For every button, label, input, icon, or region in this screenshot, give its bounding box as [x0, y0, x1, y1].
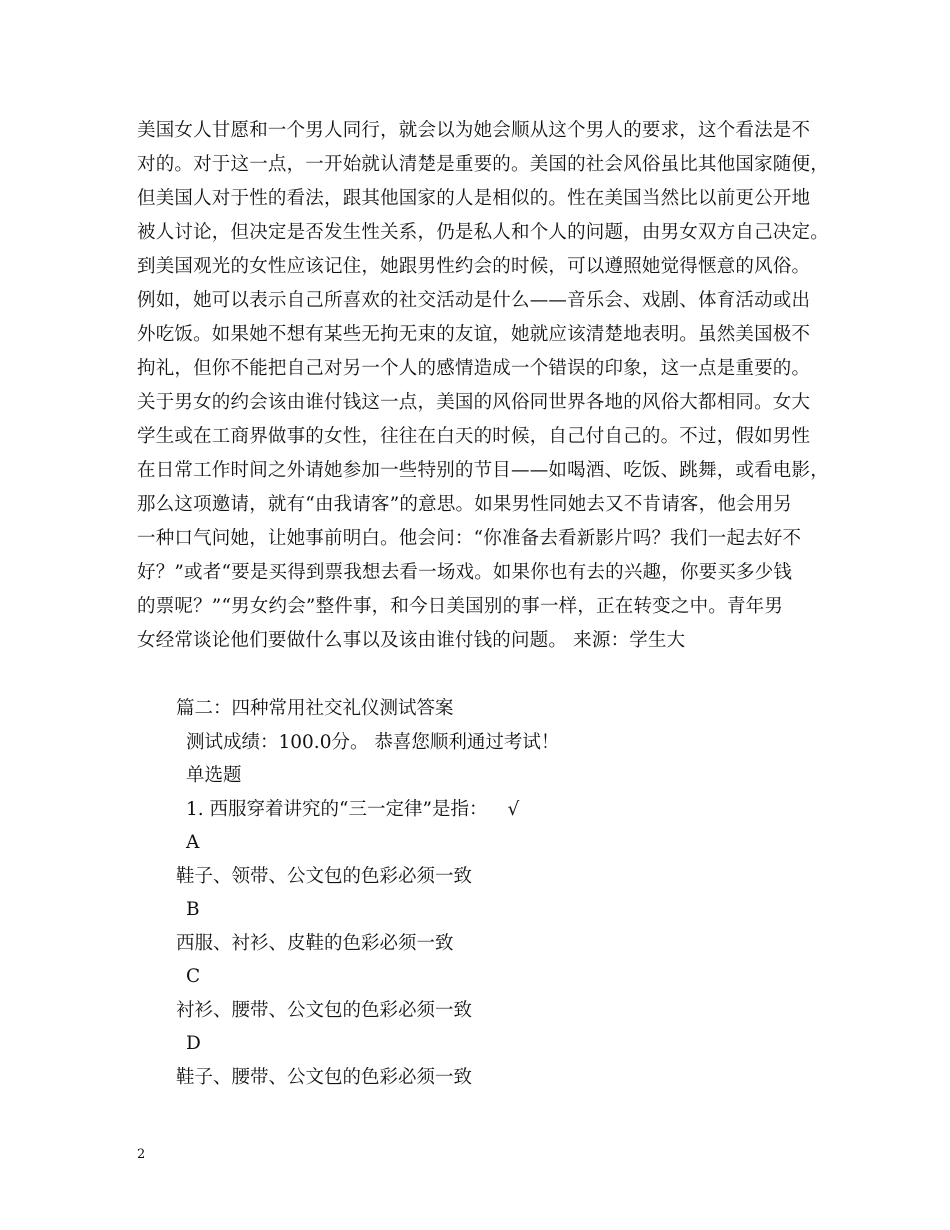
body-line: 一种口气问她，让她事前明白。他会问：“你准备去看新影片吗？我们一起去好不	[137, 528, 802, 549]
body-line: 学生或在工商界做事的女性，往往在白天的时候，自己付自己的。不过，假如男性	[137, 426, 811, 447]
option-text-d: 鞋子、腰带、公文包的色彩必须一致	[176, 1066, 473, 1088]
body-line: 的票呢？”“男女约会”整件事，和今日美国别的事一样，正在转变之中。青年男	[137, 596, 784, 617]
body-line: 例如，她可以表示自己所喜欢的社交活动是什么——音乐会、戏剧、体育活动或出	[137, 290, 811, 311]
option-text-a: 鞋子、领带、公文包的色彩必须一致	[176, 865, 473, 887]
question-type-label: 单选题	[186, 765, 242, 786]
body-line: 拘礼，但你不能把自己对另一个人的感情造成一个错误的印象，这一点是重要的。	[137, 358, 811, 379]
body-line: 关于男女的约会该由谁付钱这一点，美国的风俗同世界各地的风俗大都相同。女大	[137, 392, 811, 413]
option-letter-b: B	[186, 899, 200, 920]
page-number: 2	[137, 1147, 146, 1162]
score-line: 测试成绩：100.0分。 恭喜您顺利通过考试！	[186, 731, 560, 753]
body-line: 美国女人甘愿和一个男人同行，就会以为她会顺从这个男人的要求，这个看法是不	[137, 120, 811, 141]
option-text-b: 西服、衬衫、皮鞋的色彩必须一致	[176, 932, 454, 954]
body-line: 那么这项邀请，就有“由我请客”的意思。如果男性同她去又不肯请客，他会用另	[137, 494, 793, 515]
question-text: 1. 西服穿着讲究的“三一定律”是指：	[186, 798, 488, 820]
body-line: 但美国人对于性的看法，跟其他国家的人是相似的。性在美国当然比以前更公开地	[137, 188, 811, 209]
option-letter-d: D	[186, 1033, 201, 1054]
body-line: 女经常谈论他们要做什么事以及该由谁付钱的问题。 来源：学生大	[137, 630, 686, 651]
option-letter-c: C	[186, 966, 201, 987]
body-line: 好？”或者“要是买得到票我想去看一场戏。如果你也有去的兴趣，你要买多少钱	[137, 562, 793, 583]
body-line: 在日常工作时间之外请她参加一些特别的节目——如喝酒、吃饭、跳舞，或看电影，	[137, 460, 829, 481]
option-text-c: 衬衫、腰带、公文包的色彩必须一致	[176, 999, 473, 1021]
option-letter-a: A	[186, 832, 200, 853]
body-line: 对的。对于这一点，一开始就认清楚是重要的。美国的社会风俗虽比其他国家随便，	[137, 154, 829, 175]
body-line: 到美国观光的女性应该记住，她跟男性约会的时候，可以遵照她觉得惬意的风俗。	[137, 256, 811, 277]
body-paragraph	[137, 114, 827, 658]
question-row	[176, 793, 826, 827]
quiz-section	[176, 692, 826, 1094]
body-line: 被人讨论，但决定是否发生性关系，仍是私人和个人的问题，由男女双方自己决定。	[137, 222, 829, 243]
check-mark-icon: √	[507, 798, 520, 820]
body-line: 外吃饭。如果她不想有某些无拘无束的友谊，她就应该清楚地表明。虽然美国极不	[137, 324, 811, 345]
section-title: 篇二：四种常用社交礼仪测试答案	[176, 698, 454, 719]
